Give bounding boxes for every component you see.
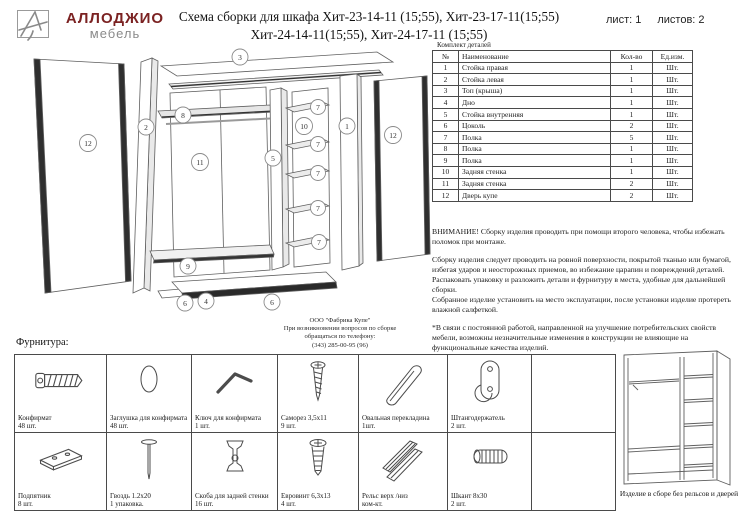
- hardware-cell-rail: [359, 433, 448, 511]
- part-num: 1: [433, 62, 459, 74]
- hardware-section-label: Фурнитура:: [16, 337, 69, 348]
- svg-text:10: 10: [300, 122, 308, 131]
- callout-shelf-7: [311, 201, 326, 216]
- hardware-row: [15, 433, 616, 511]
- svg-text:7: 7: [316, 140, 320, 149]
- hardware-qty: 48 шт.: [110, 421, 129, 430]
- part-name: Полка: [459, 132, 611, 144]
- hardware-qty: 9 шт.: [281, 421, 296, 430]
- callout-stand-left: [138, 119, 154, 135]
- back-wall-bracket-icon: [192, 435, 277, 488]
- part-unit: Шт.: [653, 143, 693, 155]
- parts-row: [433, 166, 693, 178]
- hardware-name: Овальная перекладина: [362, 413, 430, 422]
- sheet-number: лист: 1: [606, 14, 642, 26]
- dowel-icon: [448, 435, 531, 484]
- parts-row: [433, 85, 693, 97]
- brand-subtitle: мебель: [89, 25, 141, 41]
- callout-backwall-11: [192, 154, 209, 171]
- callout-door-left: [80, 135, 97, 152]
- part-num: 7: [433, 132, 459, 144]
- euroscrew-icon: [278, 435, 358, 488]
- svg-text:7: 7: [316, 169, 320, 178]
- page-title-line1: Схема сборки для шкафа Хит-23-14-11 (15;55), Хит-23-17-11(15;55): [178, 9, 560, 24]
- svg-text:1: 1: [345, 122, 349, 131]
- parts-row: [433, 132, 693, 144]
- svg-text:11: 11: [196, 158, 204, 167]
- part-qty: 2: [611, 178, 653, 190]
- hardware-cell-screw: [278, 355, 359, 433]
- callout-shelf-7: [312, 235, 327, 250]
- parts-row: [433, 178, 693, 190]
- svg-text:5: 5: [271, 154, 275, 163]
- col-header-num: №: [433, 51, 459, 63]
- part-unit: Шт.: [653, 155, 693, 167]
- part-unit: Шт.: [653, 132, 693, 144]
- callout-shelf-9: [180, 258, 196, 274]
- part-unit: Шт.: [653, 120, 693, 132]
- warning-note: ВНИМАНИЕ! Сборку изделия проводить при помощи второго человека, чтобы избежать поломок при монтаже.: [432, 227, 725, 246]
- note-place: Собранное изделие установить на место эксплуатации, после установки изделие протереть влажной салфеткой.: [432, 295, 731, 314]
- part-unit: Шт.: [653, 178, 693, 190]
- part-qty: 1: [611, 143, 653, 155]
- parts-row: [433, 108, 693, 120]
- svg-text:12: 12: [84, 139, 92, 148]
- part-unit: Шт.: [653, 166, 693, 178]
- part-name: Дно: [459, 97, 611, 109]
- note-surface: Сборку изделия следует проводить на ровной поверхности, покрытой тканью или бумагой, избегая ударов и неосторожных приемов, во избежание царапин и повреждений деталей.: [432, 255, 731, 274]
- parts-header-row: [433, 51, 693, 63]
- hardware-cell-dowel: [448, 433, 532, 511]
- part-door-left: [34, 59, 131, 293]
- part-qty: 5: [611, 132, 653, 144]
- hardware-qty: 1 упаковка.: [110, 499, 144, 508]
- part-name: Стойка левая: [459, 74, 611, 86]
- parts-row: [433, 143, 693, 155]
- nail-icon: [107, 435, 191, 490]
- manufacturer-note1: При возникновении вопросов по сборке: [283, 325, 397, 333]
- footpad-icon: [15, 435, 106, 486]
- hardware-name: Конфирмат: [18, 413, 52, 422]
- part-num: 6: [433, 120, 459, 132]
- part-num: 2: [433, 74, 459, 86]
- hardware-qty: 48 шт.: [18, 421, 37, 430]
- hardware-cell-confirmat: [15, 355, 107, 433]
- hardware-name: Штангодержатель: [451, 413, 505, 422]
- part-qty: 1: [611, 85, 653, 97]
- callout-shelf-7: [311, 137, 326, 152]
- callout-shelf-7: [311, 100, 326, 115]
- hardware-cell-euroscrew: [278, 433, 359, 511]
- part-unit: Шт.: [653, 74, 693, 86]
- part-name: Топ (крыша): [459, 85, 611, 97]
- svg-text:6: 6: [270, 298, 274, 307]
- svg-text:2: 2: [144, 123, 148, 132]
- note-unpack: Распаковать упаковку и разложить детали и фурнитуру в места, удобные для дальнейшей сборки.: [432, 275, 726, 294]
- brand-logo-icon: [16, 9, 52, 46]
- hardware-cell-hex-key: [192, 355, 278, 433]
- part-qty: 1: [611, 62, 653, 74]
- part-door-right: [374, 76, 430, 261]
- callout-door-right: [385, 127, 402, 144]
- hardware-row: [15, 355, 616, 433]
- callout-bottom: [198, 293, 214, 309]
- parts-row: [433, 155, 693, 167]
- parts-row: [433, 62, 693, 74]
- hardware-qty: 1 шт.: [195, 421, 210, 430]
- part-num: 11: [433, 178, 459, 190]
- part-num: 8: [433, 143, 459, 155]
- hardware-cell-footpad: [15, 433, 107, 511]
- hardware-cell-rod-holder: [448, 355, 532, 433]
- callout-shelf-7: [311, 166, 326, 181]
- svg-text:8: 8: [181, 111, 185, 120]
- part-qty: 1: [611, 166, 653, 178]
- parts-row: [433, 74, 693, 86]
- part-unit: Шт.: [653, 62, 693, 74]
- page-title-line2: Хит-24-14-11(15;55), Хит-24-17-11 (15;55): [250, 27, 488, 43]
- hardware-name: Гвоздь 1.2х20: [110, 491, 151, 500]
- oval-rod-icon: [359, 357, 447, 412]
- hardware-name: Саморез 3,5х11: [281, 413, 327, 422]
- hardware-cell-empty: [532, 433, 616, 511]
- col-header-name: Наименование: [459, 51, 611, 63]
- exploded-assembly-diagram: [20, 45, 440, 335]
- assembled-wardrobe-drawing: [616, 347, 744, 489]
- part-name: Стойка внутренняя: [459, 108, 611, 120]
- manufacturer-info: [238, 317, 442, 350]
- part-unit: Шт.: [653, 108, 693, 120]
- parts-table-caption: Комплект деталей: [437, 41, 491, 49]
- part-name: Задняя стенка: [459, 166, 611, 178]
- part-qty: 1: [611, 74, 653, 86]
- part-num: 3: [433, 85, 459, 97]
- part-num: 9: [433, 155, 459, 167]
- callout-top: [232, 49, 248, 65]
- part-num: 4: [433, 97, 459, 109]
- hardware-name: Шкант 8х30: [451, 491, 488, 500]
- part-qty: 2: [611, 120, 653, 132]
- part-name: Задняя стенка: [459, 178, 611, 190]
- manufacturer-name: ООО "Фабрика Купе": [309, 317, 371, 324]
- svg-text:12: 12: [389, 131, 397, 140]
- part-name: Дверь купе: [459, 190, 611, 202]
- callout-plinth-right: [264, 294, 280, 310]
- plug-icon: [107, 357, 191, 408]
- callout-plinth-left: [177, 295, 193, 311]
- svg-text:7: 7: [316, 103, 320, 112]
- hardware-name: Скоба для задней стенки: [195, 491, 269, 500]
- assembly-notes: [432, 227, 742, 353]
- part-unit: Шт.: [653, 97, 693, 109]
- part-qty: 1: [611, 97, 653, 109]
- parts-row: [433, 120, 693, 132]
- confirmat-screw-icon: [15, 357, 106, 408]
- svg-text:6: 6: [183, 299, 187, 308]
- hardware-name: Евровинт 6,3х13: [281, 491, 331, 500]
- hardware-cell-oval-rod: [359, 355, 448, 433]
- callout-shelf-8: [175, 107, 191, 123]
- hex-key-icon: [192, 357, 277, 408]
- hardware-qty: 16 шт.: [195, 499, 214, 508]
- part-stand-right: [340, 74, 363, 270]
- col-header-unit: Ед.изм.: [653, 51, 693, 63]
- parts-row: [433, 97, 693, 109]
- callout-backwall-10: [296, 118, 313, 135]
- parts-row: [433, 190, 693, 202]
- hardware-name: Заглушка для конфирмата: [110, 413, 188, 422]
- hardware-table: [14, 354, 616, 511]
- callout-stand-inner: [265, 150, 281, 166]
- note-disclaimer: *В связи с постоянной работой, направленной на улучшение потребительских свойств мебели, возможны незначительные изменения в конструкции не влияющие на функциональные качества изделий.: [432, 323, 717, 352]
- svg-text:3: 3: [238, 53, 242, 62]
- part-qty: 1: [611, 155, 653, 167]
- manufacturer-phone: (343) 285-00-95 (96): [311, 341, 369, 349]
- svg-text:7: 7: [317, 238, 321, 247]
- hardware-cell-empty: [532, 355, 616, 433]
- hardware-qty: 2 шт.: [451, 499, 466, 508]
- rail-icon: [359, 435, 447, 490]
- hardware-name: Рельс верх /низ: [362, 491, 408, 500]
- part-num: 12: [433, 190, 459, 202]
- sheets-total: листов: 2: [657, 14, 705, 26]
- hardware-cell-bracket: [192, 433, 278, 511]
- hardware-cell-plug: [107, 355, 192, 433]
- parts-table: [432, 50, 693, 202]
- hardware-name: Подпятник: [18, 491, 51, 500]
- screw-icon: [278, 357, 358, 410]
- part-name: Полка: [459, 143, 611, 155]
- hardware-name: Ключ для конфирмата: [195, 413, 261, 422]
- hardware-qty: 8 шт.: [18, 499, 33, 508]
- svg-text:7: 7: [316, 204, 320, 213]
- manufacturer-note2: обращаться по телефону:: [304, 333, 376, 341]
- hardware-qty: 1шт.: [362, 421, 376, 430]
- hardware-qty: 4 шт.: [281, 499, 296, 508]
- hardware-qty: ком-кт.: [362, 499, 383, 508]
- svg-text:4: 4: [204, 297, 208, 306]
- callout-stand-right: [339, 118, 355, 134]
- col-header-qty: Кол-во: [611, 51, 653, 63]
- svg-text:9: 9: [186, 262, 190, 271]
- part-name: Стойка правая: [459, 62, 611, 74]
- part-name: Цоколь: [459, 120, 611, 132]
- part-bottom-panel: [172, 272, 337, 299]
- part-num: 10: [433, 166, 459, 178]
- part-num: 5: [433, 108, 459, 120]
- page-title: [178, 8, 560, 45]
- part-name: Полка: [459, 155, 611, 167]
- assembled-wardrobe-caption: Изделие в сборе без рельсов и дверей: [619, 489, 739, 498]
- rod-holder-icon: [448, 357, 531, 410]
- part-unit: Шт.: [653, 190, 693, 202]
- brand-logo-text: [55, 11, 175, 41]
- sheet-info: [606, 14, 705, 26]
- part-unit: Шт.: [653, 85, 693, 97]
- part-qty: 2: [611, 190, 653, 202]
- hardware-qty: 2 шт.: [451, 421, 466, 430]
- hardware-cell-nail: [107, 433, 192, 511]
- part-qty: 1: [611, 108, 653, 120]
- brand-name: АЛЛОДЖИО: [65, 10, 165, 27]
